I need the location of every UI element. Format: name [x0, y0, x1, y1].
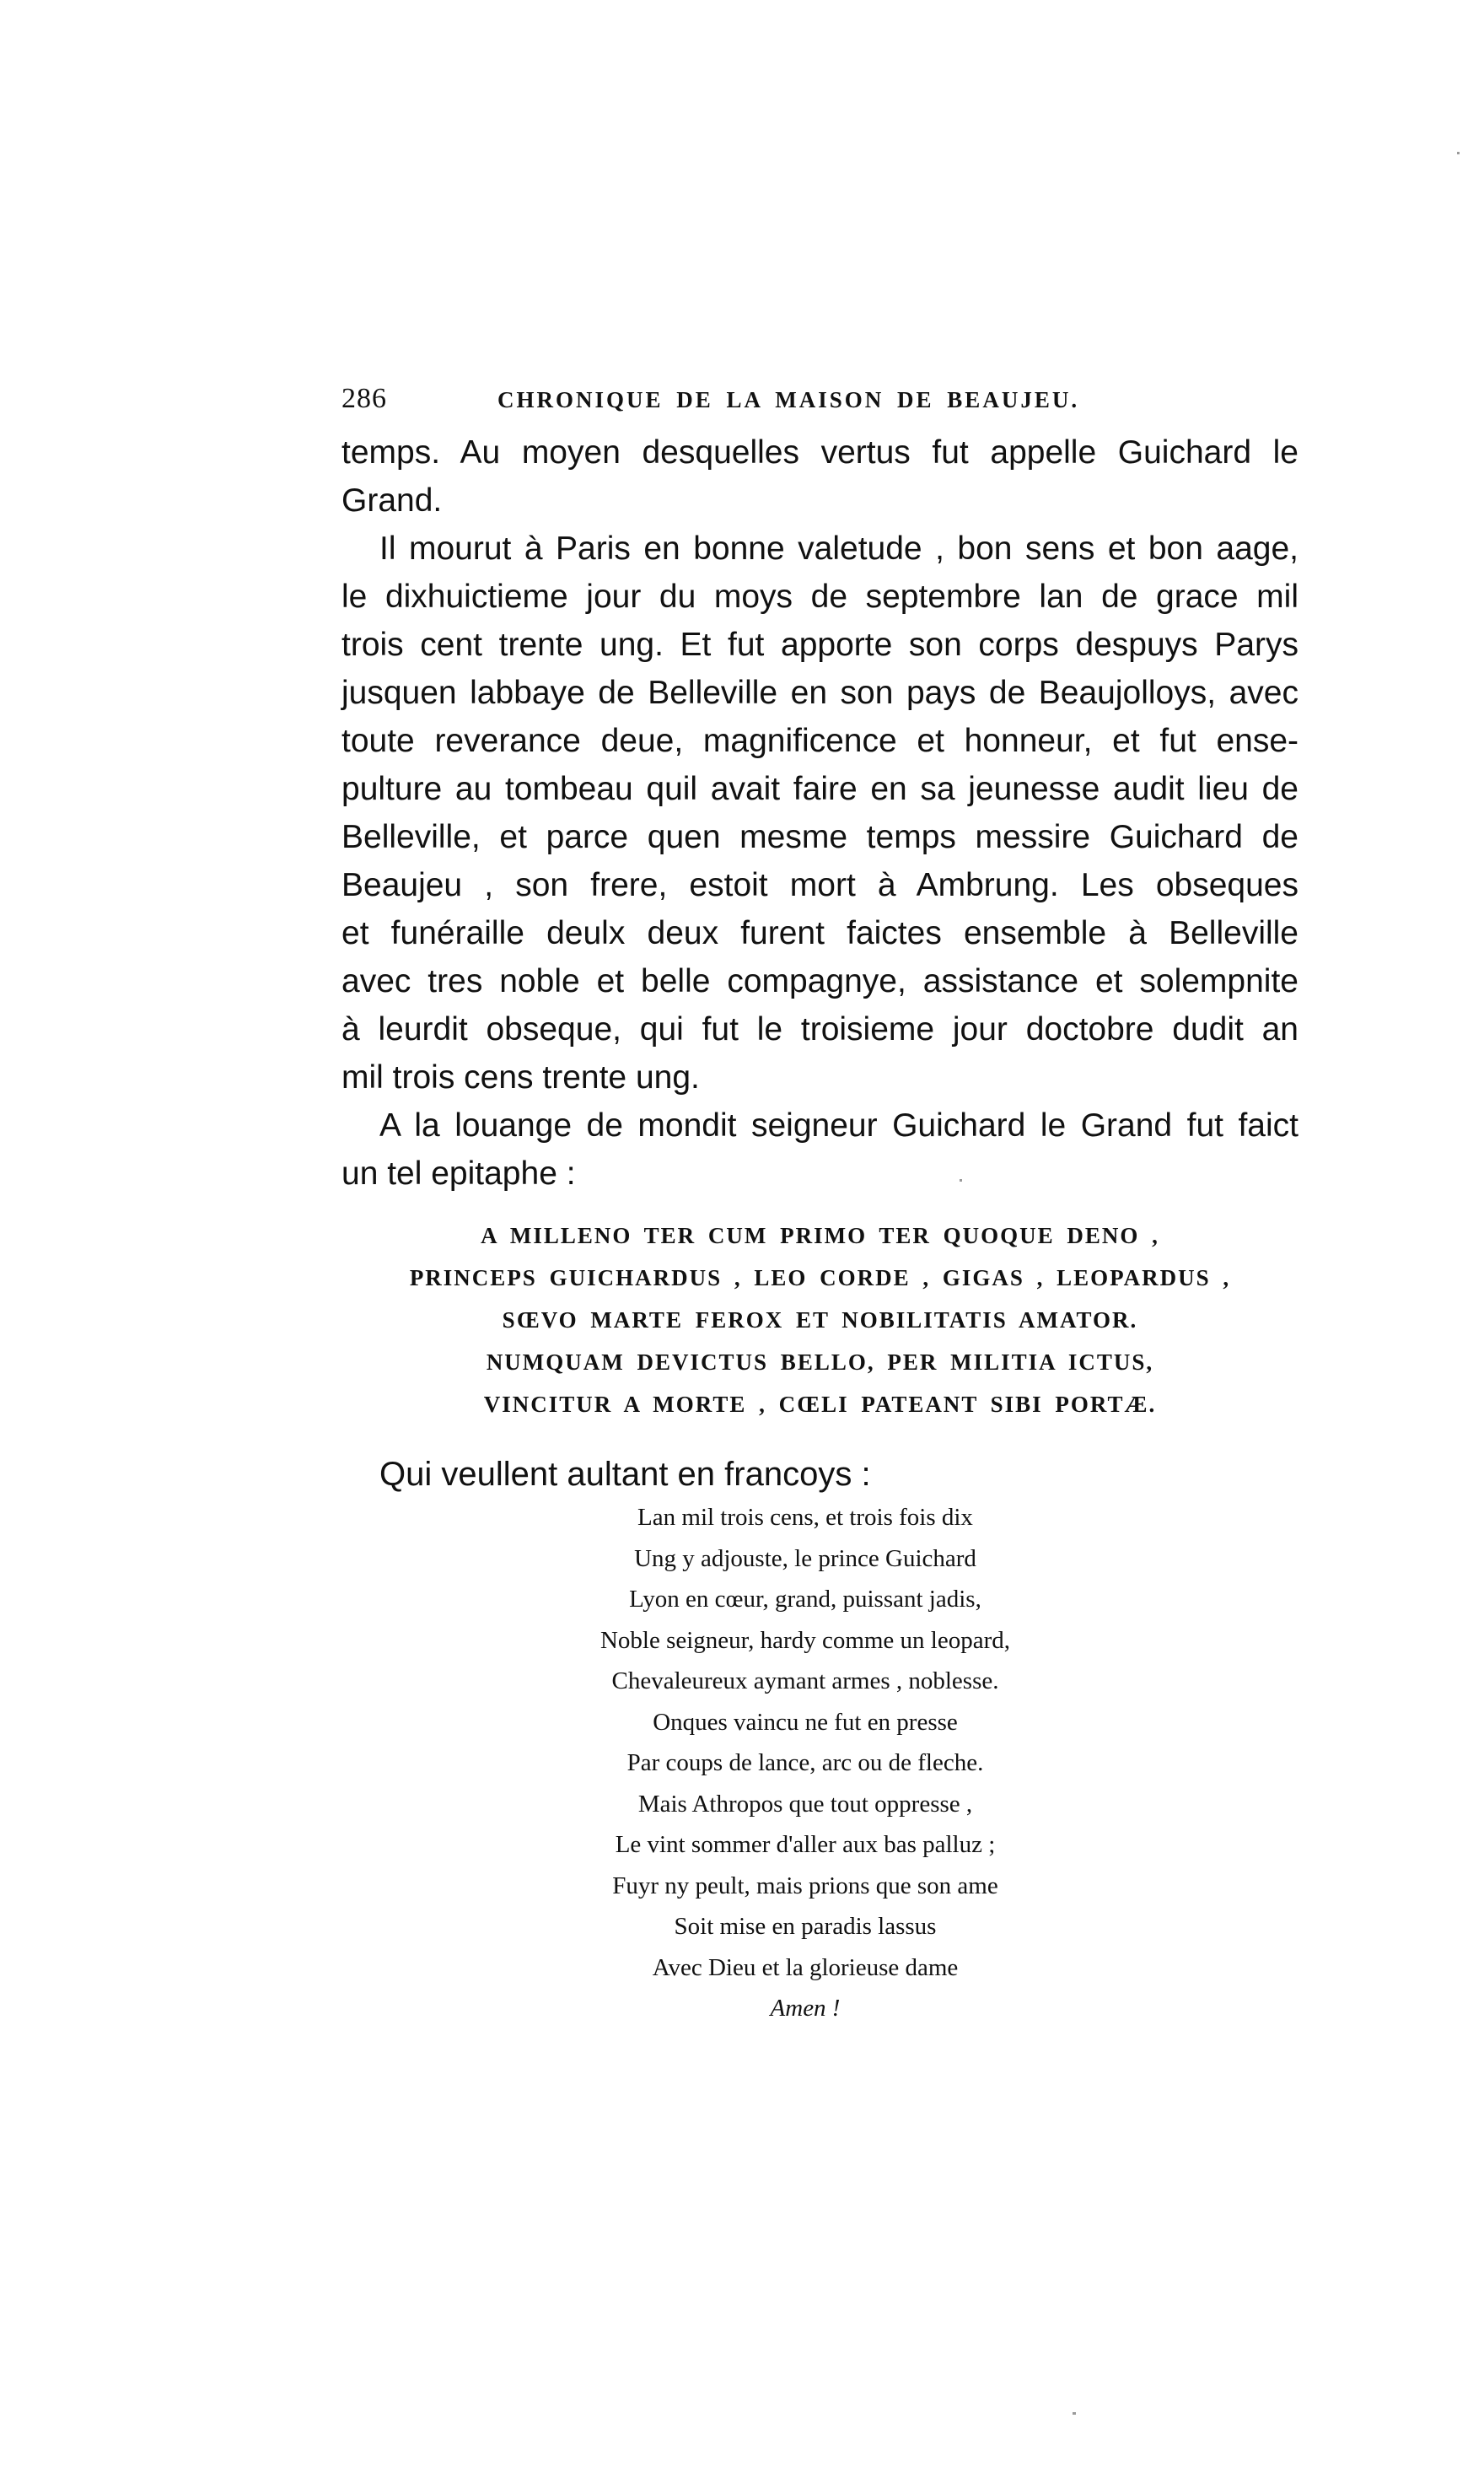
translation-intro: Qui veullent aultant en francoys :	[379, 1456, 871, 1493]
poem-line: Onques vaincu ne fut en presse	[653, 1708, 958, 1736]
latin-epitaph	[341, 1215, 1298, 1425]
prose-line: toute reverance deue, magnificence et honneur, et fut ense-	[341, 723, 1298, 759]
epitaph-line: SŒVO MARTE FEROX ET NOBILITATIS AMATOR.	[502, 1307, 1138, 1333]
prose-line: mil trois cens trente ung.	[341, 1059, 700, 1096]
prose-line: un tel epitaphe :	[341, 1155, 576, 1192]
prose-body	[341, 428, 1298, 1198]
running-head: CHRONIQUE DE LA MAISON DE BEAUJEU.	[497, 387, 1080, 412]
poem-line: Noble seigneur, hardy comme un leopard,	[600, 1626, 1011, 1654]
scan-speck	[1457, 152, 1460, 154]
prose-line: le dixhuictieme jour du moys de septembre lan de grace mil	[341, 579, 1298, 615]
scan-speck	[960, 1179, 962, 1182]
poem-line: Fuyr ny peult, mais prions que son ame	[612, 1872, 998, 1899]
prose-line: avec tres noble et belle compagnye, assistance et solempnite	[341, 963, 1298, 999]
poem-line: Ung y adjouste, le prince Guichard	[634, 1544, 976, 1572]
amen-line: Amen !	[770, 1995, 841, 2022]
poem-line: Chevaleureux aymant armes , noblesse.	[611, 1667, 999, 1694]
prose-line: pulture au tombeau quil avait faire en sa jeunesse audit lieu de	[341, 771, 1298, 807]
poem-line: Avec Dieu et la glorieuse dame	[652, 1953, 959, 1981]
prose-line: trois cent trente ung. Et fut apporte son corps despuys Parys	[341, 627, 1298, 663]
poem-line: Le vint sommer d'aller aux bas palluz ;	[615, 1831, 996, 1858]
prose-line: A la louange de mondit seigneur Guichard le Grand fut faict	[379, 1107, 1298, 1144]
poem-line: Par coups de lance, arc ou de fleche.	[626, 1749, 984, 1776]
prose-line: temps. Au moyen desquelles vertus fut appelle Guichard le	[341, 434, 1298, 471]
scan-speck	[1073, 2412, 1076, 2415]
prose-line: Il mourut à Paris en bonne valetude , bon sens et bon aage,	[379, 531, 1298, 567]
prose-line: et funéraille deulx deux furent faictes ensemble à Belleville	[341, 915, 1298, 951]
poem-line: Soit mise en paradis lassus	[674, 1913, 937, 1940]
prose-line: jusquen labbaye de Belleville en son pays de Beaujolloys, avec	[341, 675, 1298, 711]
epitaph-line: NUMQUAM DEVICTUS BELLO, PER MILITIA ICTUS,	[486, 1349, 1154, 1375]
prose-line: Beaujeu , son frere, estoit mort à Ambrung. Les obseques	[341, 867, 1298, 903]
epitaph-line: VINCITUR A MORTE , CŒLI PATEANT SIBI PORTÆ.	[483, 1392, 1157, 1417]
epitaph-line: PRINCEPS GUICHARDUS , LEO CORDE , GIGAS , LEOPARDUS ,	[409, 1265, 1231, 1290]
prose-line: Grand.	[341, 482, 443, 519]
epitaph-line: A MILLENO TER CUM PRIMO TER QUOQUE DENO ,	[481, 1223, 1159, 1248]
page-number: 286	[341, 383, 387, 414]
page-header	[341, 378, 1303, 420]
french-poem	[472, 1497, 1138, 2029]
poem-line: Mais Athropos que tout oppresse ,	[637, 1790, 973, 1818]
poem-line: Lan mil trois cens, et trois fois dix	[637, 1504, 973, 1531]
poem-line: Lyon en cœur, grand, puissant jadis,	[629, 1586, 981, 1613]
prose-line: à leurdit obseque, qui fut le troisieme jour doctobre dudit an	[341, 1011, 1298, 1048]
prose-line: Belleville, et parce quen mesme temps messire Guichard de	[341, 819, 1298, 855]
